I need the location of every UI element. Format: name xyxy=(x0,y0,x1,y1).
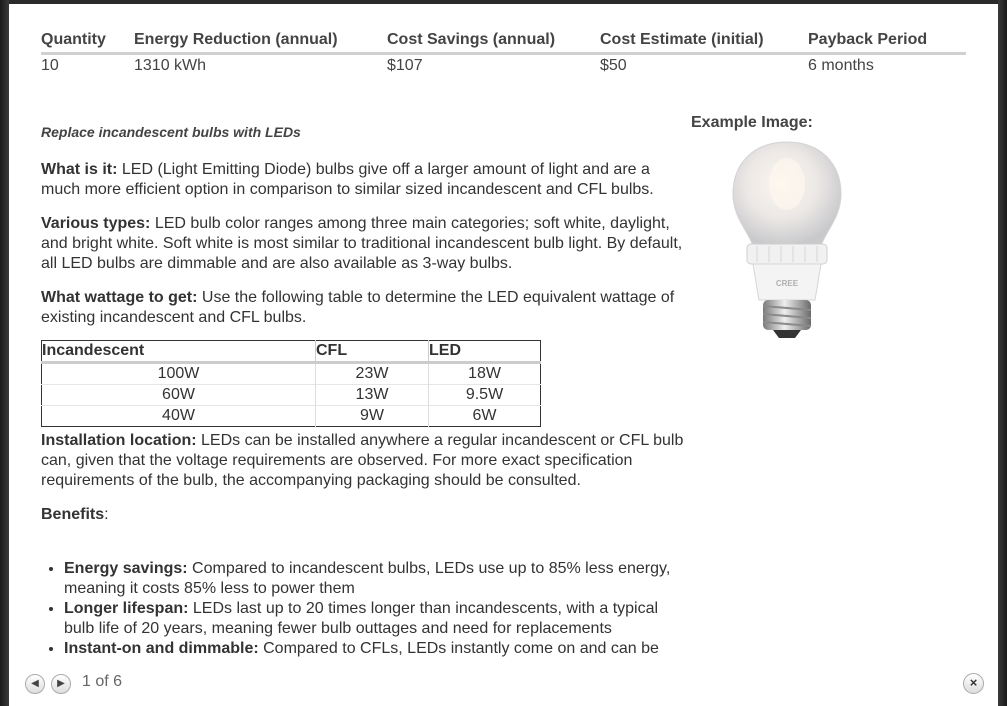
table-row xyxy=(42,406,541,427)
benefit-text: LEDs last up to 20 times longer than incandescents, with a typical bulb life of 20 years, meaning fewer bulb outtages and need for replacements xyxy=(64,600,659,637)
wattage-table xyxy=(41,340,541,427)
summary-header-quantity: Quantity xyxy=(41,31,106,48)
installation-text: LEDs can be installed anywhere a regular incandescent or CFL bulb can, given that the voltage requirements are observed. For more exact specification requirements of the bulb, the accompanying packaging should be consulted. xyxy=(41,432,684,489)
table-cell: 100W xyxy=(42,363,316,385)
arrow-left-icon: ◀ xyxy=(31,678,39,689)
wattage-header-led: LED xyxy=(429,341,541,363)
previous-button[interactable] xyxy=(25,674,45,694)
table-cell: 9.5W xyxy=(429,385,541,406)
brand-logo: CREE xyxy=(775,279,799,288)
table-cell: 40W xyxy=(42,406,316,427)
summary-header-payback: Payback Period xyxy=(808,31,928,48)
table-row xyxy=(42,385,541,406)
summary-header-savings: Cost Savings (annual) xyxy=(387,31,556,48)
summary-value-row xyxy=(41,55,966,77)
wattage-header-row xyxy=(42,341,541,363)
arrow-right-icon: ▶ xyxy=(57,678,65,689)
wattage-header-cfl: CFL xyxy=(316,341,429,363)
list-item xyxy=(64,559,691,599)
summary-header-row xyxy=(41,30,966,55)
summary-header-energy: Energy Reduction (annual) xyxy=(134,31,338,48)
benefit-text: Compared to incandescent bulbs, LEDs use up to 85% less energy, meaning it costs 85% less to power them xyxy=(64,560,671,597)
table-cell: 60W xyxy=(42,385,316,406)
description-panel xyxy=(41,116,691,659)
various-types-text: LED bulb color ranges among three main categories; soft white, daylight, and bright white. Soft white is most similar to traditional incandescent bulb light. By default, all LED bulbs are dimmable and are also available as 3-way bulbs. xyxy=(41,215,683,272)
next-button[interactable] xyxy=(51,674,71,694)
wattage-text: Use the following table to determine the LED equivalent wattage of existing incandescent and CFL bulbs. xyxy=(41,289,675,326)
summary-value-quantity: 10 xyxy=(41,57,59,74)
various-types-label: Various types: xyxy=(41,215,151,232)
summary-value-energy: 1310 kWh xyxy=(134,57,207,74)
measure-title: Replace incandescent bulbs with LEDs xyxy=(41,124,301,140)
benefits-label: Benefits xyxy=(41,506,105,523)
benefit-label: Longer lifespan: xyxy=(64,600,189,617)
window-frame-left xyxy=(0,0,9,706)
window-frame-top xyxy=(0,0,1007,4)
wattage-header-incandescent: Incandescent xyxy=(42,341,316,363)
summary-value-cost: $50 xyxy=(600,57,627,74)
installation-label: Installation location: xyxy=(41,432,197,449)
example-image-label: Example Image: xyxy=(691,114,813,131)
led-bulb-image xyxy=(729,140,849,350)
table-cell: 13W xyxy=(316,385,429,406)
lightbox-footer xyxy=(9,666,998,706)
table-cell: 6W xyxy=(429,406,541,427)
benefits-colon: : xyxy=(104,506,109,523)
close-icon: × xyxy=(969,675,978,690)
example-image-panel xyxy=(691,114,813,288)
summary-value-savings: $107 xyxy=(387,57,423,74)
table-cell: 23W xyxy=(316,363,429,385)
table-row xyxy=(42,363,541,385)
page-counter: 1 of 6 xyxy=(82,673,123,690)
summary-table xyxy=(41,30,966,77)
list-item xyxy=(64,599,691,639)
installation-paragraph xyxy=(41,431,691,491)
wattage-label: What wattage to get: xyxy=(41,289,198,306)
list-item xyxy=(64,639,691,659)
benefit-text: Compared to CFLs, LEDs instantly come on and can be xyxy=(258,640,659,657)
what-is-it-paragraph xyxy=(41,160,691,200)
various-types-paragraph xyxy=(41,214,691,274)
close-button[interactable] xyxy=(963,673,984,694)
benefit-label: Energy savings: xyxy=(64,560,188,577)
summary-header-cost: Cost Estimate (initial) xyxy=(600,31,764,48)
benefits-list xyxy=(41,559,691,659)
table-cell: 9W xyxy=(316,406,429,427)
window-frame-right xyxy=(998,0,1007,706)
wattage-paragraph xyxy=(41,288,691,328)
what-is-it-text: LED (Light Emitting Diode) bulbs give off a larger amount of light and are a much more efficient option in comparison to similar sized incandescent and CFL bulbs. xyxy=(41,161,654,198)
what-is-it-label: What is it: xyxy=(41,161,118,178)
table-cell: 18W xyxy=(429,363,541,385)
benefits-heading xyxy=(41,505,691,525)
benefit-label: Instant-on and dimmable: xyxy=(64,640,259,657)
summary-value-payback: 6 months xyxy=(808,57,874,74)
